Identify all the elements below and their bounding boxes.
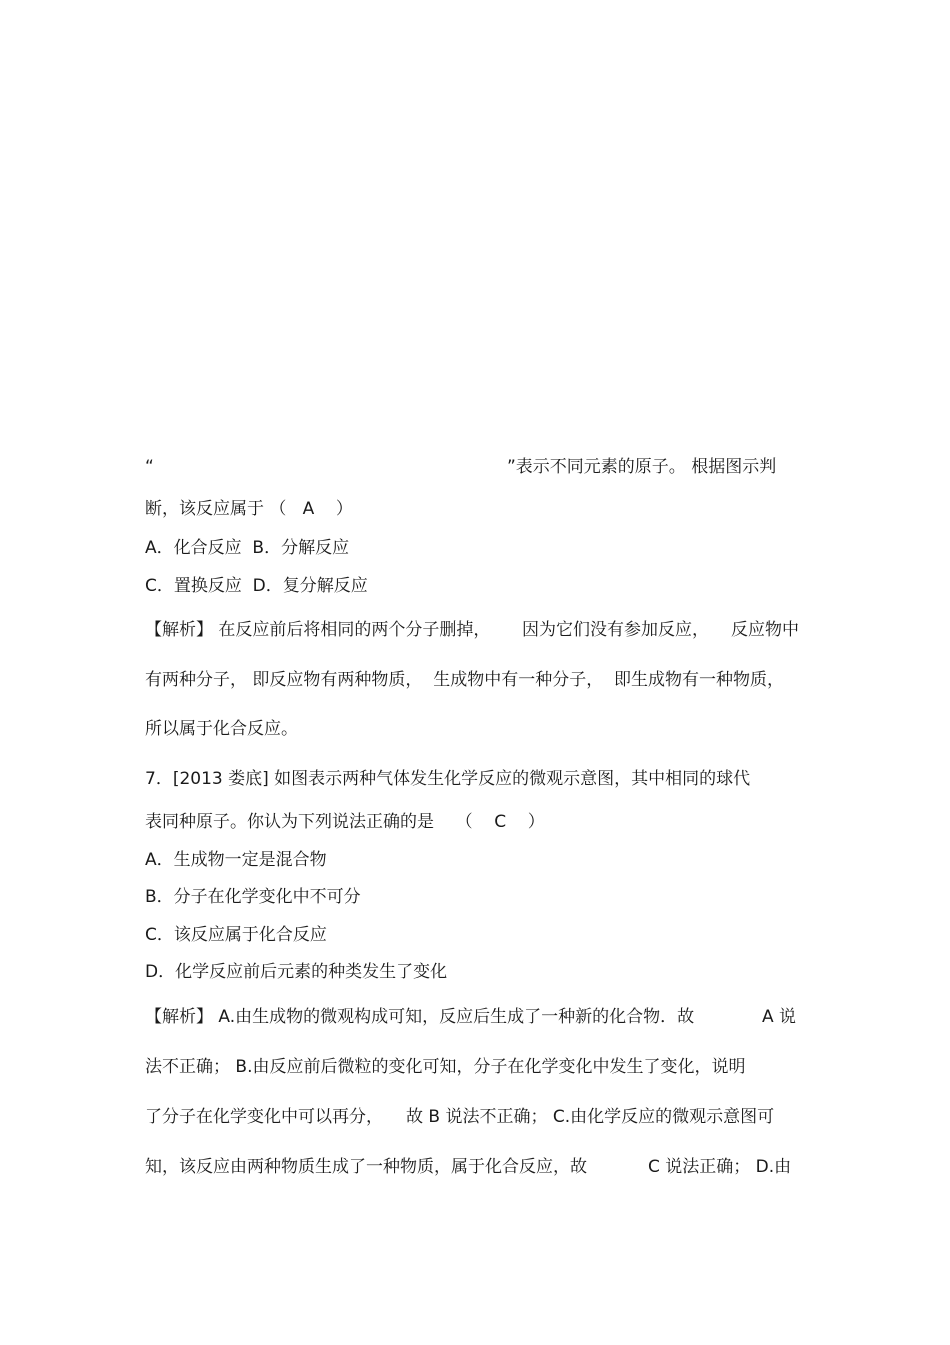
q7-analysis-line1a: 【解析】 A.由生成物的微观构成可知，反应后生成了一种新的化合物．故	[145, 1007, 695, 1027]
q7-option-d: D．化学反应前后元素的种类发生了变化	[145, 962, 448, 982]
q7-option-b: B．分子在化学变化中不可分	[145, 887, 361, 907]
q7-analysis-line4b: C 说法正确； D.由	[648, 1157, 792, 1177]
q7-analysis-line1b: A 说	[762, 1007, 797, 1027]
q7-stem-line1: 7．[2013 娄底] 如图表示两种气体发生化学反应的微观示意图，其中相同的球代	[145, 769, 751, 789]
q7-option-c: C．该反应属于化合反应	[145, 925, 327, 945]
q7-analysis-line3b: 故 B 说法不正确； C.由化学反应的微观示意图可	[406, 1107, 775, 1127]
q6-analysis-line1a: 【解析】 在反应前后将相同的两个分子删掉，	[145, 620, 491, 640]
q6-stem-line2: 断，该反应属于 （ A ）	[145, 499, 353, 519]
q6-analysis-line1b: 因为它们没有参加反应，	[522, 620, 709, 640]
open-quote: “	[145, 457, 154, 477]
q6-options-cd: C．置换反应 D．复分解反应	[145, 576, 368, 596]
q6-analysis-line3: 所以属于化合反应。	[145, 719, 298, 739]
q6-options-ab: A．化合反应 B．分解反应	[145, 538, 350, 558]
q7-analysis-line3a: 了分子在化学变化中可以再分，	[145, 1107, 383, 1127]
q7-option-a: A．生成物一定是混合物	[145, 850, 327, 870]
q6-stem-line1: ”表示不同元素的原子。 根据图示判	[507, 457, 777, 477]
q7-analysis-line2: 法不正确； B.由反应前后微粒的变化可知，分子在化学变化中发生了变化，说明	[145, 1057, 746, 1077]
q6-analysis-line2: 有两种分子， 即反应物有两种物质， 生成物中有一种分子， 即生成物有一种物质，	[145, 670, 785, 690]
q7-analysis-line4a: 知，该反应由两种物质生成了一种物质，属于化合反应，故	[145, 1157, 587, 1177]
q6-analysis-line1c: 反应物中	[731, 620, 799, 640]
q7-stem-line2: 表同种原子。你认为下列说法正确的是 （ C ）	[145, 812, 545, 832]
